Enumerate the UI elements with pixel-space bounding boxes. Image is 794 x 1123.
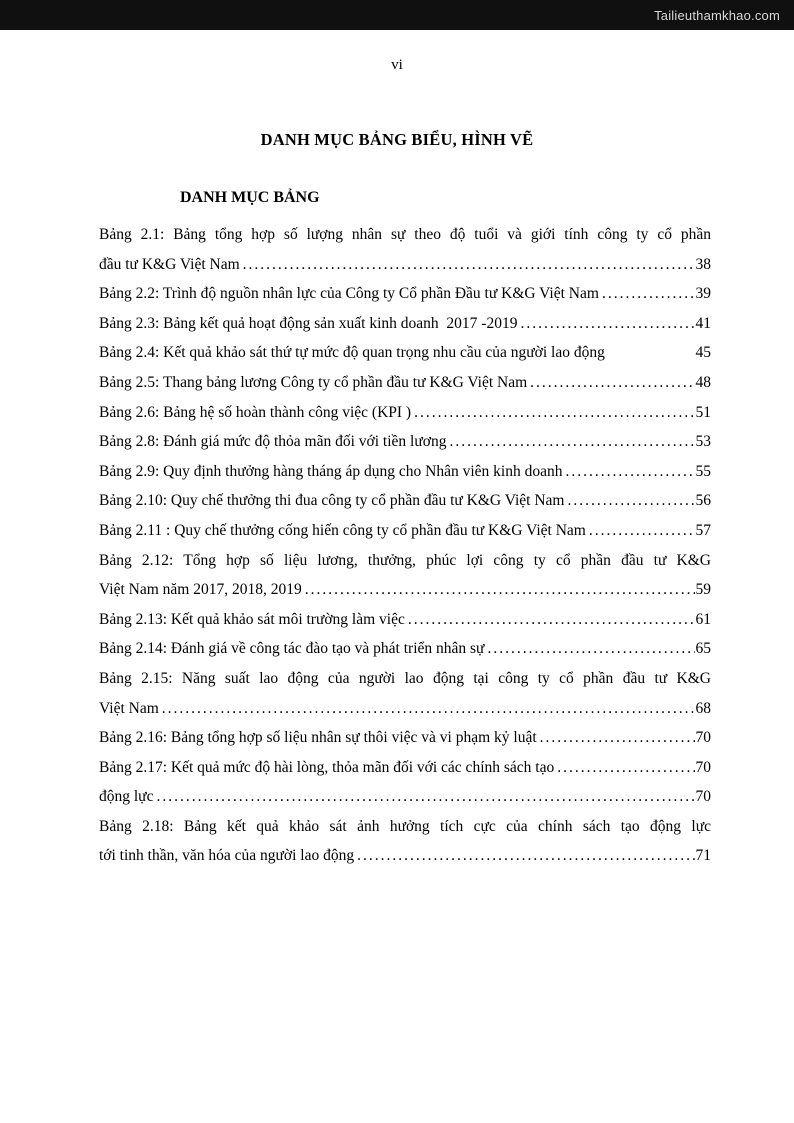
dot-leader	[414, 398, 694, 428]
toc-page-number: 55	[695, 462, 711, 480]
dot-leader	[449, 427, 694, 457]
toc-page-number: 71	[695, 847, 711, 865]
dot-leader	[602, 279, 695, 309]
toc-line	[99, 309, 711, 339]
toc-entry-text: Bảng 2.15: Năng suất lao động của người lao động tại công ty cổ phần đầu tư K&G	[99, 669, 711, 687]
toc-page-number: 45	[695, 344, 711, 362]
toc-page-number: 39	[695, 285, 711, 303]
toc-line	[99, 486, 711, 516]
dot-leader	[589, 516, 695, 546]
dot-leader	[357, 841, 694, 871]
dot-leader	[156, 782, 694, 812]
toc-page-number: 48	[695, 373, 711, 391]
toc-line	[99, 427, 711, 457]
dot-leader	[305, 575, 695, 605]
dot-leader	[520, 309, 694, 339]
page-title: DANH MỤC BẢNG BIỂU, HÌNH VẼ	[260, 130, 534, 149]
dot-leader	[540, 723, 695, 753]
toc-page-number: 41	[695, 314, 711, 332]
toc-list	[99, 220, 711, 871]
toc-entry-text: Việt Nam	[99, 699, 159, 717]
toc-page-number: 70	[695, 729, 711, 747]
dot-leader	[567, 486, 694, 516]
dot-leader	[530, 368, 694, 398]
toc-line	[99, 841, 711, 871]
toc-entry-text: Bảng 2.13: Kết quả khảo sát môi trường làm việc	[99, 610, 405, 628]
toc-line	[99, 457, 711, 487]
toc-page-number: 56	[695, 492, 711, 510]
toc-line	[99, 398, 711, 428]
toc-line	[99, 812, 711, 842]
toc-entry-text: Bảng 2.3: Bảng kết quả hoạt động sản xuất kinh doanh 2017 -2019	[99, 314, 518, 332]
toc-line	[99, 664, 711, 694]
toc-line	[99, 279, 711, 309]
toc-entry-text: Việt Nam năm 2017, 2018, 2019	[99, 581, 302, 599]
page-number: vi	[391, 57, 403, 73]
toc-line	[99, 250, 711, 280]
toc-page-number: 70	[695, 788, 711, 806]
toc-line	[99, 753, 711, 783]
watermark-text: Tailieuthamkhao.com	[654, 7, 780, 23]
toc-entry-text: Bảng 2.4: Kết quả khảo sát thứ tự mức độ quan trọng nhu cầu của người lao động	[99, 344, 605, 362]
toc-entry-text: Bảng 2.17: Kết quả mức độ hài lòng, thỏa mãn đối với các chính sách tạo	[99, 758, 555, 776]
toc-line	[99, 605, 711, 635]
toc-entry-text: tới tinh thần, văn hóa của người lao động	[99, 847, 355, 865]
toc-line	[99, 575, 711, 605]
toc-entry-text: Bảng 2.10: Quy chế thưởng thi đua công ty cổ phần đầu tư K&G Việt Nam	[99, 492, 565, 510]
toc-page-number: 61	[695, 610, 711, 628]
dot-leader	[487, 634, 694, 664]
dot-leader	[243, 250, 695, 280]
watermark-banner	[0, 0, 794, 30]
toc-page-number: 57	[695, 521, 711, 539]
toc-entry-text: Bảng 2.11 : Quy chế thưởng cống hiến công ty cổ phần đầu tư K&G Việt Nam	[99, 521, 586, 539]
dot-leader	[557, 753, 694, 783]
toc-page-number: 59	[695, 581, 711, 599]
toc-entry-text: Bảng 2.9: Quy định thưởng hàng tháng áp dụng cho Nhân viên kinh doanh	[99, 462, 563, 480]
toc-entry-text: đầu tư K&G Việt Nam	[99, 255, 240, 273]
toc-line	[99, 546, 711, 576]
dot-leader	[162, 694, 695, 724]
section-heading: DANH MỤC BẢNG	[180, 189, 320, 206]
toc-page-number: 65	[695, 640, 711, 658]
toc-entry-text: Bảng 2.8: Đánh giá mức độ thỏa mãn đối với tiền lương	[99, 433, 447, 451]
toc-entry-text: Bảng 2.12: Tổng hợp số liệu lương, thưởng, phúc lợi công ty cổ phần đầu tư K&G	[99, 551, 711, 569]
toc-page-number: 51	[695, 403, 711, 421]
toc-entry-text: Bảng 2.14: Đánh giá về công tác đào tạo và phát triển nhân sự	[99, 640, 485, 658]
toc-line	[99, 694, 711, 724]
toc-page-number: 53	[695, 433, 711, 451]
toc-page-number: 38	[695, 255, 711, 273]
toc-entry-text: Bảng 2.2: Trình độ nguồn nhân lực của Công ty Cổ phần Đầu tư K&G Việt Nam	[99, 285, 599, 303]
toc-entry-text: Bảng 2.6: Bảng hệ số hoàn thành công việc (KPI )	[99, 403, 412, 421]
toc-line	[99, 338, 711, 368]
toc-line	[99, 723, 711, 753]
toc-line	[99, 634, 711, 664]
toc-entry-text: Bảng 2.16: Bảng tổng hợp số liệu nhân sự thôi việc và vi phạm kỷ luật	[99, 729, 537, 747]
toc-entry-text: Bảng 2.1: Bảng tổng hợp số lượng nhân sự theo độ tuổi và giới tính công ty cổ phần	[99, 226, 711, 243]
dot-leader	[565, 457, 694, 487]
toc-line	[99, 782, 711, 812]
toc-line	[99, 368, 711, 398]
toc-entry-text: động lực	[99, 788, 154, 806]
toc-line	[99, 516, 711, 546]
dot-leader	[408, 605, 695, 635]
toc-page-number: 68	[695, 699, 711, 717]
toc-line	[99, 220, 711, 250]
toc-entry-text: Bảng 2.5: Thang bảng lương Công ty cổ phần đầu tư K&G Việt Nam	[99, 373, 528, 391]
toc-page-number: 70	[695, 758, 711, 776]
toc-entry-text: Bảng 2.18: Bảng kết quả khảo sát ảnh hưởng tích cực của chính sách tạo động lực	[99, 817, 711, 835]
